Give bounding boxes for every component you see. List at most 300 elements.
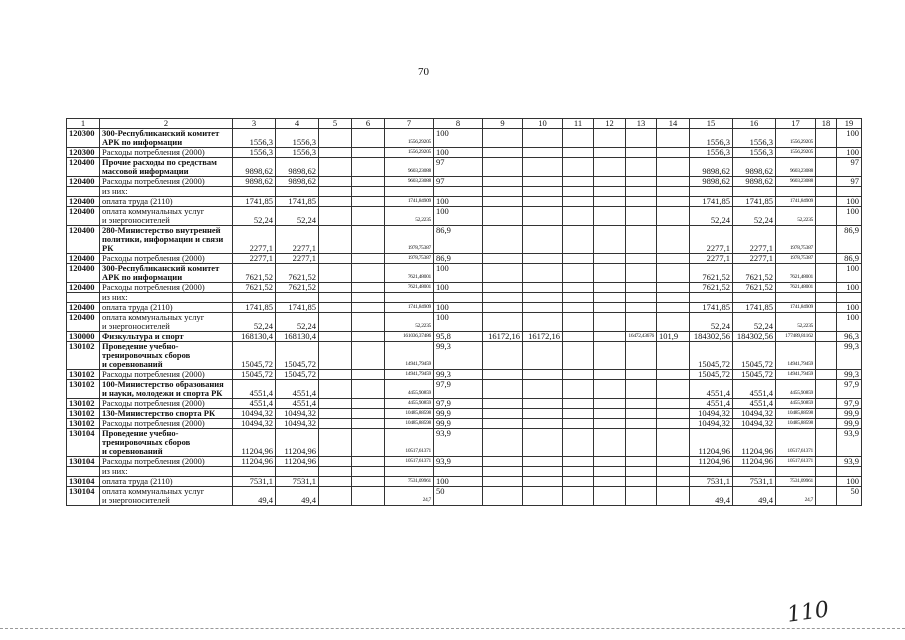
cell-col-4: 1556,3 — [276, 148, 319, 158]
table-row — [67, 457, 862, 467]
cell-col-10 — [523, 419, 563, 429]
cell-col-6 — [352, 457, 385, 467]
cell-col-4: 11204,96 — [276, 429, 319, 457]
cell-col-19: 99,3 — [837, 370, 862, 380]
cell-col-5 — [319, 148, 352, 158]
cell-col-5 — [319, 370, 352, 380]
cell-col-8: 93,9 — [434, 457, 483, 467]
column-header: 2 — [100, 119, 233, 129]
cell-col-10 — [523, 148, 563, 158]
cell-col-9 — [483, 148, 523, 158]
table-row — [67, 419, 862, 429]
cell-col-18 — [816, 332, 837, 342]
row-name: оплата труда (2110) — [100, 477, 233, 487]
table-row — [67, 207, 862, 226]
cell-col-4: 9898,62 — [276, 158, 319, 177]
cell-col-11 — [563, 419, 594, 429]
cell-col-8: 100 — [434, 148, 483, 158]
cell-col-13 — [626, 370, 657, 380]
cell-col-13 — [626, 148, 657, 158]
cell-col-17: 4455,90859 — [776, 380, 816, 399]
column-header: 9 — [483, 119, 523, 129]
page-bottom-border — [0, 628, 905, 630]
cell-col-17: 1978,75387 — [776, 226, 816, 254]
cell-col-19: 97 — [837, 177, 862, 187]
column-header: 10 — [523, 119, 563, 129]
cell-col-9 — [483, 158, 523, 177]
cell-col-3: 11204,96 — [233, 457, 276, 467]
cell-col-5 — [319, 177, 352, 187]
row-name: Прочие расходы по средствам массовой информации — [100, 158, 233, 177]
cell-col-4: 49,4 — [276, 487, 319, 506]
cell-col-4: 168130,4 — [276, 332, 319, 342]
table-row — [67, 197, 862, 207]
cell-col-16 — [733, 187, 776, 197]
table-row — [67, 342, 862, 370]
row-name: Расходы потребления (2000) — [100, 177, 233, 187]
cell-col-14 — [657, 419, 690, 429]
table-row — [67, 226, 862, 254]
cell-col-7: 10517,61371 — [385, 429, 434, 457]
cell-col-17: 14941,79459 — [776, 342, 816, 370]
cell-col-15: 52,24 — [690, 207, 733, 226]
cell-col-11 — [563, 370, 594, 380]
cell-col-6 — [352, 226, 385, 254]
cell-col-7: 24,7 — [385, 487, 434, 506]
table-row — [67, 293, 862, 303]
cell-col-16: 184302,56 — [733, 332, 776, 342]
cell-col-17: 52,2235 — [776, 207, 816, 226]
cell-col-12 — [594, 429, 626, 457]
cell-col-15: 52,24 — [690, 313, 733, 332]
row-code: 120400 — [67, 264, 100, 283]
cell-col-19: 97,9 — [837, 380, 862, 399]
cell-col-7: 14941,79459 — [385, 370, 434, 380]
cell-col-12 — [594, 303, 626, 313]
cell-col-11 — [563, 177, 594, 187]
row-code: 120400 — [67, 158, 100, 177]
cell-col-17 — [776, 293, 816, 303]
cell-col-4: 2277,1 — [276, 254, 319, 264]
cell-col-6 — [352, 254, 385, 264]
cell-col-8: 99,9 — [434, 419, 483, 429]
row-code: 120300 — [67, 129, 100, 148]
cell-col-18 — [816, 399, 837, 409]
cell-col-11 — [563, 457, 594, 467]
cell-col-14 — [657, 264, 690, 283]
cell-col-8: 86,9 — [434, 254, 483, 264]
cell-col-4: 10494,32 — [276, 409, 319, 419]
cell-col-3: 7621,52 — [233, 264, 276, 283]
row-code — [67, 187, 100, 197]
cell-col-17: 1556,29205 — [776, 148, 816, 158]
cell-col-8: 100 — [434, 197, 483, 207]
cell-col-9 — [483, 380, 523, 399]
cell-col-7: 52,2235 — [385, 313, 434, 332]
row-name: 280-Министерство внутренней политики, информации и связи РК — [100, 226, 233, 254]
cell-col-15: 1556,3 — [690, 148, 733, 158]
row-name: оплата коммунальных услуг и энергоносителей — [100, 207, 233, 226]
cell-col-19: 100 — [837, 264, 862, 283]
cell-col-18 — [816, 148, 837, 158]
cell-col-17: 10517,61371 — [776, 429, 816, 457]
cell-col-14 — [657, 254, 690, 264]
cell-col-8: 97,9 — [434, 380, 483, 399]
cell-col-3: 9898,62 — [233, 177, 276, 187]
cell-col-11 — [563, 197, 594, 207]
cell-col-4 — [276, 293, 319, 303]
cell-col-13 — [626, 313, 657, 332]
cell-col-6 — [352, 129, 385, 148]
cell-col-3 — [233, 187, 276, 197]
cell-col-9 — [483, 226, 523, 254]
cell-col-7: 4455,90859 — [385, 399, 434, 409]
row-name: Расходы потребления (2000) — [100, 399, 233, 409]
row-code: 130104 — [67, 457, 100, 467]
cell-col-16: 11204,96 — [733, 457, 776, 467]
cell-col-19: 99,9 — [837, 409, 862, 419]
row-code: 130102 — [67, 380, 100, 399]
table-row — [67, 129, 862, 148]
cell-col-3: 168130,4 — [233, 332, 276, 342]
cell-col-15: 15045,72 — [690, 370, 733, 380]
cell-col-4: 7621,52 — [276, 283, 319, 293]
row-code: 120400 — [67, 197, 100, 207]
cell-col-5 — [319, 409, 352, 419]
row-name: оплата труда (2110) — [100, 303, 233, 313]
cell-col-5 — [319, 158, 352, 177]
cell-col-7: 161036,37486 — [385, 332, 434, 342]
cell-col-16: 15045,72 — [733, 342, 776, 370]
cell-col-6 — [352, 158, 385, 177]
cell-col-7: 7621,48001 — [385, 264, 434, 283]
cell-col-5 — [319, 487, 352, 506]
cell-col-9 — [483, 254, 523, 264]
cell-col-18 — [816, 177, 837, 187]
cell-col-12 — [594, 399, 626, 409]
cell-col-5 — [319, 226, 352, 254]
cell-col-12 — [594, 409, 626, 419]
column-header: 16 — [733, 119, 776, 129]
cell-col-15: 7531,1 — [690, 477, 733, 487]
cell-col-12 — [594, 254, 626, 264]
cell-col-13 — [626, 487, 657, 506]
cell-col-9 — [483, 207, 523, 226]
cell-col-10 — [523, 409, 563, 419]
cell-col-4: 1741,85 — [276, 303, 319, 313]
cell-col-16: 7531,1 — [733, 477, 776, 487]
cell-col-3: 1741,85 — [233, 303, 276, 313]
cell-col-19: 97 — [837, 158, 862, 177]
row-name: Расходы потребления (2000) — [100, 370, 233, 380]
cell-col-15: 7621,52 — [690, 264, 733, 283]
cell-col-18 — [816, 158, 837, 177]
cell-col-14 — [657, 148, 690, 158]
cell-col-12 — [594, 207, 626, 226]
cell-col-7: 7531,09961 — [385, 477, 434, 487]
cell-col-15: 11204,96 — [690, 429, 733, 457]
cell-col-4: 4551,4 — [276, 399, 319, 409]
row-name: 100-Министерство образования и науки, молодежи и спорта РК — [100, 380, 233, 399]
cell-col-19: 99,9 — [837, 419, 862, 429]
cell-col-17: 7531,09961 — [776, 477, 816, 487]
table-row — [67, 477, 862, 487]
cell-col-11 — [563, 303, 594, 313]
cell-col-3: 11204,96 — [233, 429, 276, 457]
cell-col-14 — [657, 303, 690, 313]
cell-col-17: 4455,90859 — [776, 399, 816, 409]
table-row — [67, 303, 862, 313]
cell-col-10 — [523, 303, 563, 313]
cell-col-17: 10517,61371 — [776, 457, 816, 467]
column-header: 5 — [319, 119, 352, 129]
cell-col-18 — [816, 293, 837, 303]
cell-col-14 — [657, 283, 690, 293]
cell-col-18 — [816, 477, 837, 487]
column-header: 19 — [837, 119, 862, 129]
cell-col-9 — [483, 467, 523, 477]
cell-col-7: 14941,79459 — [385, 342, 434, 370]
cell-col-17: 24,7 — [776, 487, 816, 506]
cell-col-7: 52,2235 — [385, 207, 434, 226]
cell-col-19: 86,9 — [837, 254, 862, 264]
cell-col-14 — [657, 313, 690, 332]
cell-col-12 — [594, 313, 626, 332]
cell-col-6 — [352, 264, 385, 283]
cell-col-4: 11204,96 — [276, 457, 319, 467]
row-name: Расходы потребления (2000) — [100, 148, 233, 158]
cell-col-9 — [483, 177, 523, 187]
cell-col-16: 52,24 — [733, 313, 776, 332]
cell-col-10 — [523, 293, 563, 303]
cell-col-8 — [434, 293, 483, 303]
cell-col-16: 4551,4 — [733, 380, 776, 399]
cell-col-5 — [319, 429, 352, 457]
cell-col-12 — [594, 283, 626, 293]
column-header: 6 — [352, 119, 385, 129]
cell-col-3: 7531,1 — [233, 477, 276, 487]
cell-col-15: 11204,96 — [690, 457, 733, 467]
cell-col-17: 1978,75387 — [776, 254, 816, 264]
cell-col-6 — [352, 283, 385, 293]
cell-col-18 — [816, 429, 837, 457]
cell-col-19: 100 — [837, 129, 862, 148]
cell-col-7 — [385, 187, 434, 197]
cell-col-7: 1556,29205 — [385, 148, 434, 158]
cell-col-9 — [483, 399, 523, 409]
cell-col-17: 9603,23088 — [776, 158, 816, 177]
cell-col-4: 7621,52 — [276, 264, 319, 283]
cell-col-10 — [523, 487, 563, 506]
cell-col-7: 9603,23088 — [385, 177, 434, 187]
cell-col-12 — [594, 293, 626, 303]
column-header: 17 — [776, 119, 816, 129]
cell-col-5 — [319, 457, 352, 467]
cell-col-9 — [483, 283, 523, 293]
cell-col-8: 100 — [434, 283, 483, 293]
cell-col-8: 99,9 — [434, 409, 483, 419]
cell-col-18 — [816, 254, 837, 264]
cell-col-16: 2277,1 — [733, 254, 776, 264]
cell-col-11 — [563, 207, 594, 226]
cell-col-14 — [657, 197, 690, 207]
cell-col-8: 86,9 — [434, 226, 483, 254]
cell-col-16: 10494,32 — [733, 409, 776, 419]
row-name: Расходы потребления (2000) — [100, 457, 233, 467]
cell-col-7: 1741,84909 — [385, 197, 434, 207]
cell-col-3: 1556,3 — [233, 129, 276, 148]
row-code: 120400 — [67, 283, 100, 293]
cell-col-4 — [276, 187, 319, 197]
row-name: Расходы потребления (2000) — [100, 254, 233, 264]
cell-col-11 — [563, 254, 594, 264]
cell-col-16: 4551,4 — [733, 399, 776, 409]
cell-col-16: 15045,72 — [733, 370, 776, 380]
cell-col-11 — [563, 380, 594, 399]
cell-col-19: 96,3 — [837, 332, 862, 342]
cell-col-16: 7621,52 — [733, 283, 776, 293]
cell-col-6 — [352, 409, 385, 419]
cell-col-17: 177489,81162 — [776, 332, 816, 342]
cell-col-5 — [319, 283, 352, 293]
cell-col-13 — [626, 419, 657, 429]
cell-col-16: 2277,1 — [733, 226, 776, 254]
cell-col-13 — [626, 467, 657, 477]
cell-col-10 — [523, 399, 563, 409]
cell-col-18 — [816, 467, 837, 477]
cell-col-18 — [816, 283, 837, 293]
cell-col-9 — [483, 342, 523, 370]
cell-col-17 — [776, 467, 816, 477]
row-name: 130-Министерство спорта РК — [100, 409, 233, 419]
cell-col-6 — [352, 342, 385, 370]
cell-col-9 — [483, 197, 523, 207]
cell-col-19: 100 — [837, 197, 862, 207]
cell-col-4: 1556,3 — [276, 129, 319, 148]
table-row — [67, 429, 862, 457]
cell-col-3 — [233, 467, 276, 477]
cell-col-15: 10494,32 — [690, 409, 733, 419]
cell-col-19: 93,9 — [837, 457, 862, 467]
cell-col-9 — [483, 370, 523, 380]
row-name: Расходы потребления (2000) — [100, 419, 233, 429]
table-row — [67, 148, 862, 158]
cell-col-7: 1978,75387 — [385, 254, 434, 264]
cell-col-9 — [483, 477, 523, 487]
cell-col-7: 9603,23088 — [385, 158, 434, 177]
cell-col-12 — [594, 370, 626, 380]
cell-col-12 — [594, 187, 626, 197]
cell-col-11 — [563, 332, 594, 342]
cell-col-8: 50 — [434, 487, 483, 506]
row-code: 130102 — [67, 399, 100, 409]
cell-col-3: 52,24 — [233, 313, 276, 332]
cell-col-10 — [523, 264, 563, 283]
cell-col-7: 10485,88598 — [385, 409, 434, 419]
cell-col-4: 4551,4 — [276, 380, 319, 399]
cell-col-3: 10494,32 — [233, 409, 276, 419]
row-code: 130104 — [67, 487, 100, 506]
cell-col-11 — [563, 148, 594, 158]
column-header: 3 — [233, 119, 276, 129]
cell-col-10 — [523, 226, 563, 254]
row-name: 300-Республиканский комитет АРК по информации — [100, 264, 233, 283]
column-header: 8 — [434, 119, 483, 129]
cell-col-10 — [523, 467, 563, 477]
cell-col-16: 1741,85 — [733, 197, 776, 207]
cell-col-5 — [319, 264, 352, 283]
cell-col-10 — [523, 457, 563, 467]
cell-col-18 — [816, 313, 837, 332]
cell-col-8: 97 — [434, 177, 483, 187]
cell-col-15: 1556,3 — [690, 129, 733, 148]
cell-col-15: 10494,32 — [690, 419, 733, 429]
cell-col-10 — [523, 254, 563, 264]
cell-col-18 — [816, 409, 837, 419]
column-header: 14 — [657, 119, 690, 129]
cell-col-17 — [776, 187, 816, 197]
cell-col-11 — [563, 293, 594, 303]
cell-col-6 — [352, 399, 385, 409]
cell-col-6 — [352, 293, 385, 303]
column-header: 13 — [626, 119, 657, 129]
row-name: Физкультура и спорт — [100, 332, 233, 342]
cell-col-8: 100 — [434, 477, 483, 487]
cell-col-3: 52,24 — [233, 207, 276, 226]
row-code: 120300 — [67, 148, 100, 158]
cell-col-10 — [523, 158, 563, 177]
cell-col-9 — [483, 303, 523, 313]
table-row — [67, 313, 862, 332]
cell-col-7: 10517,61371 — [385, 457, 434, 467]
cell-col-19: 86,9 — [837, 226, 862, 254]
cell-col-17: 9603,23088 — [776, 177, 816, 187]
cell-col-16: 9898,62 — [733, 177, 776, 187]
cell-col-5 — [319, 467, 352, 477]
column-header: 1 — [67, 119, 100, 129]
cell-col-18 — [816, 129, 837, 148]
cell-col-8: 93,9 — [434, 429, 483, 457]
cell-col-17: 14941,79459 — [776, 370, 816, 380]
cell-col-13 — [626, 158, 657, 177]
cell-col-10 — [523, 177, 563, 187]
cell-col-4: 10494,32 — [276, 419, 319, 429]
cell-col-13 — [626, 177, 657, 187]
cell-col-17: 7621,48001 — [776, 283, 816, 293]
cell-col-11 — [563, 429, 594, 457]
cell-col-5 — [319, 419, 352, 429]
cell-col-6 — [352, 207, 385, 226]
cell-col-13 — [626, 187, 657, 197]
cell-col-15: 7621,52 — [690, 283, 733, 293]
row-code: 120400 — [67, 226, 100, 254]
cell-col-18 — [816, 380, 837, 399]
cell-col-14 — [657, 467, 690, 477]
cell-col-3: 7621,52 — [233, 283, 276, 293]
cell-col-11 — [563, 342, 594, 370]
cell-col-10 — [523, 429, 563, 457]
cell-col-4: 1741,85 — [276, 197, 319, 207]
column-header: 12 — [594, 119, 626, 129]
cell-col-11 — [563, 283, 594, 293]
column-header: 15 — [690, 119, 733, 129]
table-row — [67, 283, 862, 293]
cell-col-3: 4551,4 — [233, 380, 276, 399]
cell-col-18 — [816, 226, 837, 254]
cell-col-10 — [523, 197, 563, 207]
cell-col-4: 52,24 — [276, 207, 319, 226]
cell-col-6 — [352, 197, 385, 207]
